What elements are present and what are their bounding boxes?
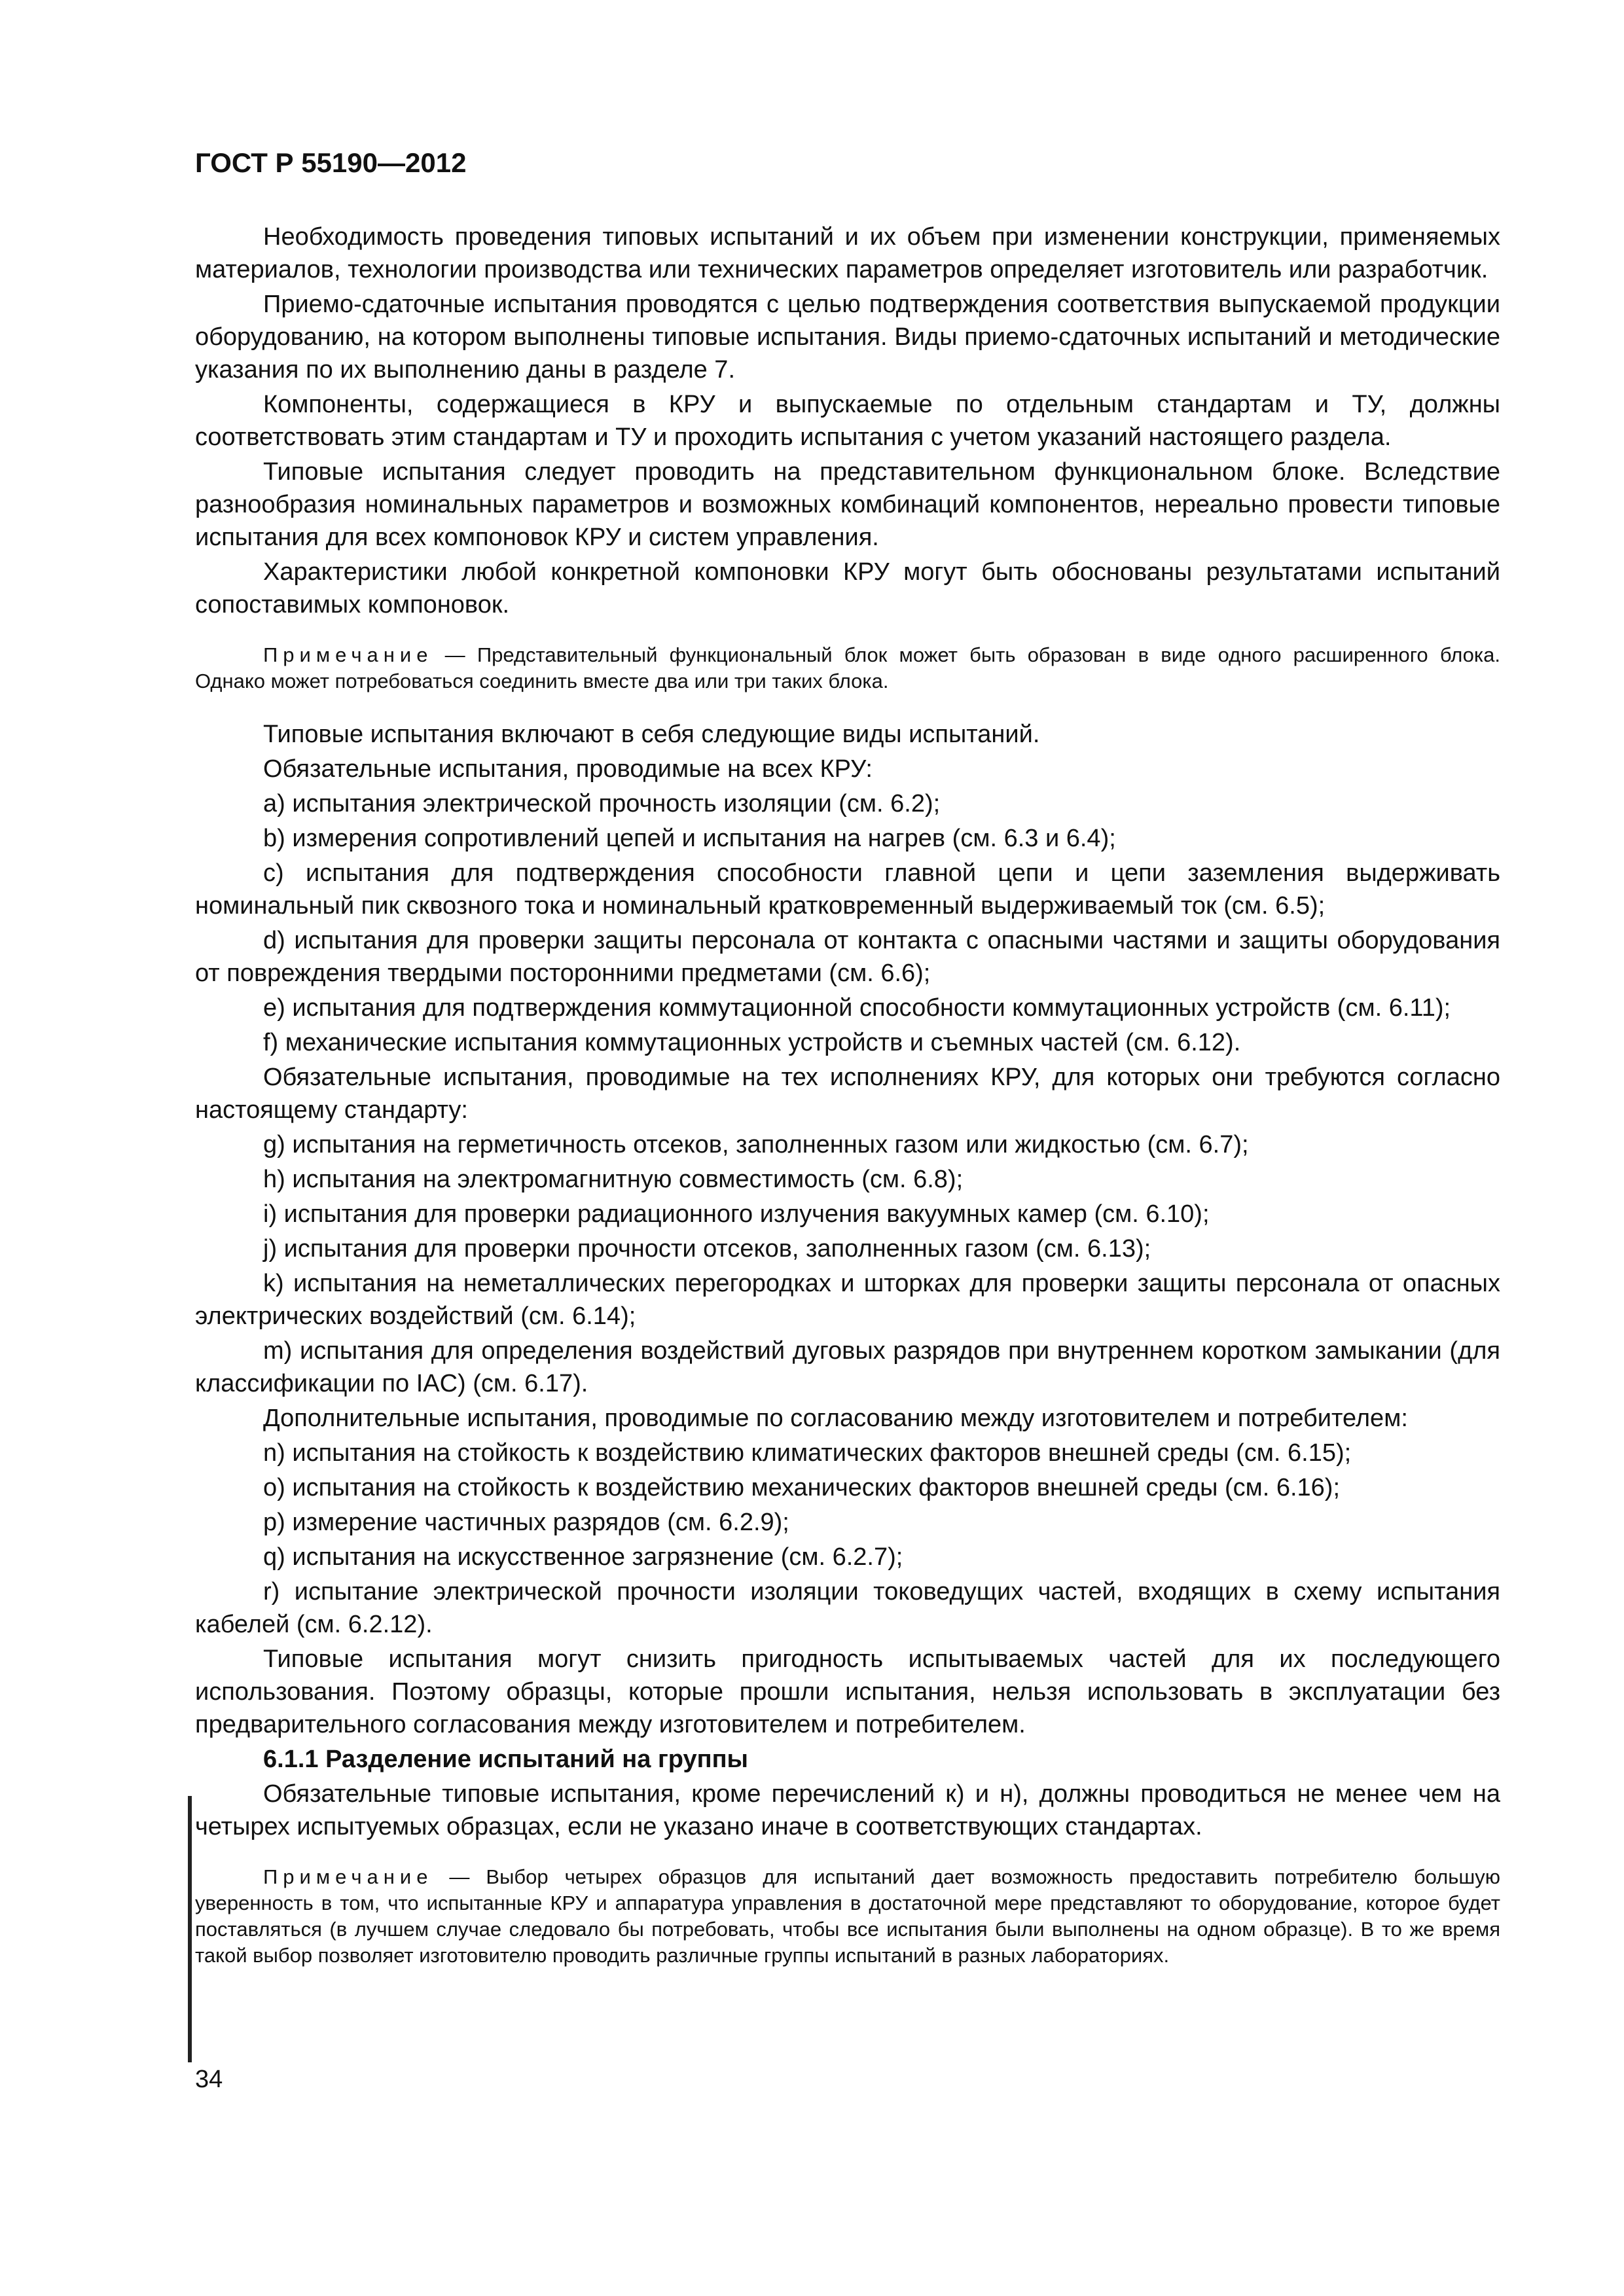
page-number: 34 (195, 2066, 223, 2093)
paragraph: Дополнительные испытания, проводимые по согласованию между изготовителем и потребителем: (263, 1405, 1408, 1432)
paragraph: Типовые испытания следует проводить на представительном функциональном блоке. Вследствие разнообразия номинальных параметров и возможных комбинаций компонентов, нереально провести типовые испытания для всех компоновок КРУ и систем управления. (195, 458, 1500, 551)
list-item: m) испытания для определения воздействий дуговых разрядов при внутреннем коротком замыкании (для классификации по IAC) (см. 6.17). (195, 1337, 1500, 1397)
list-item: k) испытания на неметаллических перегородках и шторках для проверки защиты персонала от опасных электрических воздействий (см. 6.14); (195, 1270, 1500, 1330)
paragraph: Обязательные типовые испытания, кроме перечислений к) и н), должны проводиться не менее чем на четырех испытуемых образцах, если не указано иначе в соответствующих стандартах. (195, 1780, 1500, 1840)
change-bar (188, 1796, 192, 2062)
list-item: d) испытания для проверки защиты персонала от контакта с опасными частями и защиты оборудования от повреждения твердыми посторонними предметами (см. 6.6); (195, 927, 1500, 987)
note (195, 1864, 1500, 1969)
paragraph: Типовые испытания могут снизить пригодность испытываемых частей для их последующего использования. Поэтому образцы, которые прошли испытания, нельзя использовать в эксплуатации без предварительного согласования между изготовителем и потребителем. (195, 1645, 1500, 1738)
list-item: c) испытания для подтверждения способности главной цепи и цепи заземления выдерживать номинальный пик сквозного тока и номинальный кратковременный выдерживаемый ток (см. 6.5); (195, 859, 1500, 920)
note-label: Примечание (263, 1865, 433, 1888)
document-id: ГОСТ Р 55190—2012 (195, 147, 467, 178)
list-item: f) механические испытания коммутационных устройств и съемных частей (см. 6.12). (263, 1029, 1241, 1056)
paragraph: Характеристики любой конкретной компоновки КРУ могут быть обоснованы результатами испытаний сопоставимых компоновок. (195, 558, 1500, 619)
paragraph: Приемо-сдаточные испытания проводятся с целью подтверждения соответствия выпускаемой продукции оборудованию, на котором выполнены типовые испытания. Виды приемо-сдаточных испытаний и методические указания по их выполнению даны в разделе 7. (195, 291, 1500, 384)
list-item: r) испытание электрической прочности изоляции токоведущих частей, входящих в схему испытания кабелей (см. 6.2.12). (195, 1578, 1500, 1638)
list-item: i) испытания для проверки радиационного излучения вакуумных камер (см. 6.10); (263, 1200, 1210, 1228)
list-item: b) измерения сопротивлений цепей и испытания на нагрев (см. 6.3 и 6.4); (263, 825, 1116, 852)
paragraph: Типовые испытания включают в себя следующие виды испытаний. (263, 721, 1040, 748)
list-item: g) испытания на герметичность отсеков, заполненных газом или жидкостью (см. 6.7); (263, 1131, 1249, 1158)
paragraph: Необходимость проведения типовых испытаний и их объем при изменении конструкции, применяемых материалов, технологии производства или технических параметров определяет изготовитель или разработчик. (195, 223, 1500, 283)
note-label: Примечание (263, 643, 433, 666)
note-text: — Выбор четырех образцов для испытаний дает возможность предоставить потребителю большую уверенность в том, что испытанные КРУ и аппаратура управления в достаточной мере представляют то оборудование, которое будет поставляться (в лучшем случае следовало бы потребовать, чтобы все испытания были выполнены на одном образце). В то же время такой выбор позволяет изготовителю проводить различные группы испытаний в разных лабораториях. (195, 1865, 1500, 1967)
note-text: — Представительный функциональный блок может быть образован в виде одного расширенного блока. Однако может потребоваться соединить вместе два или три таких блока. (195, 643, 1500, 692)
list-item: j) испытания для проверки прочности отсеков, заполненных газом (см. 6.13); (263, 1235, 1151, 1263)
list-item: o) испытания на стойкость к воздействию механических факторов внешней среды (см. 6.16); (263, 1474, 1341, 1501)
paragraph: Обязательные испытания, проводимые на всех КРУ: (263, 755, 873, 783)
list-item: e) испытания для подтверждения коммутационной способности коммутационных устройств (см. 6.11); (263, 994, 1451, 1022)
paragraph: Обязательные испытания, проводимые на тех исполнениях КРУ, для которых они требуются согласно настоящему стандарту: (195, 1064, 1500, 1124)
list-item: p) измерение частичных разрядов (см. 6.2.9); (263, 1509, 789, 1536)
note (195, 642, 1500, 694)
list-item: n) испытания на стойкость к воздействию климатических факторов внешней среды (см. 6.15); (263, 1439, 1352, 1467)
list-item: a) испытания электрической прочность изоляции (см. 6.2); (263, 790, 941, 817)
section-heading: 6.1.1 Разделение испытаний на группы (263, 1746, 748, 1773)
paragraph: Компоненты, содержащиеся в КРУ и выпускаемые по отдельным стандартам и ТУ, должны соответствовать этим стандартам и ТУ и проходить испытания с учетом указаний настоящего раздела. (195, 391, 1500, 451)
document-header (195, 147, 466, 179)
list-item: q) испытания на искусственное загрязнение (см. 6.2.7); (263, 1543, 903, 1571)
list-item: h) испытания на электромагнитную совместимость (см. 6.8); (263, 1166, 964, 1193)
document-body (195, 221, 1500, 1992)
